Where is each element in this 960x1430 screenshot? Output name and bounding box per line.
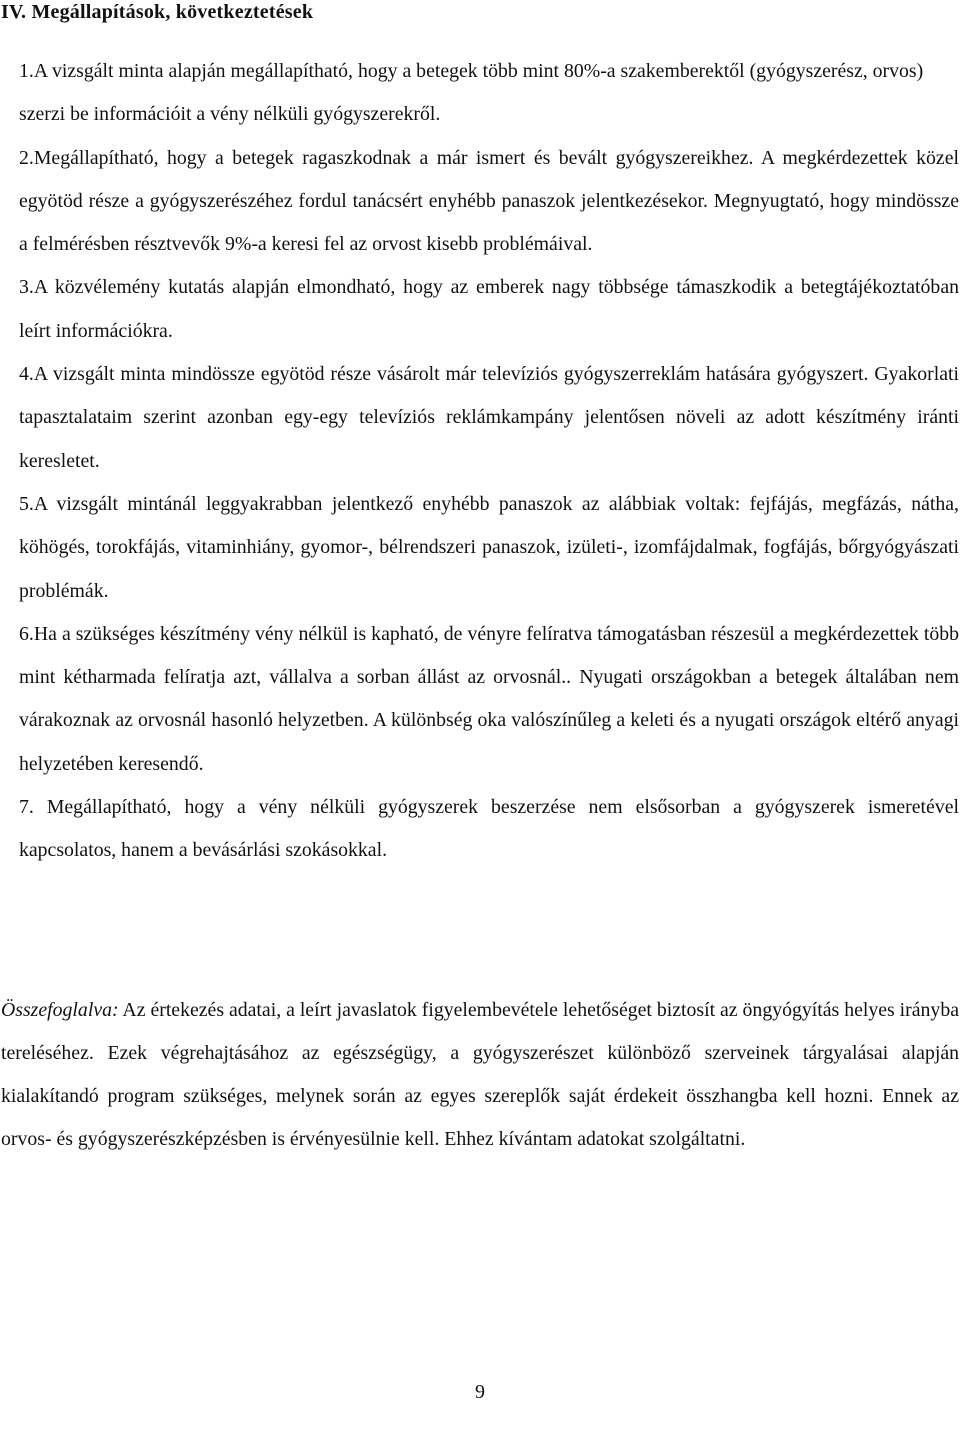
conclusion-number: 2.: [19, 146, 34, 169]
conclusion-number: 6.: [19, 622, 34, 645]
conclusion-text: Megállapítható, hogy a betegek ragaszkodnak a már ismert és bevált gyógyszereikhez. A megkérdezettek közel egyötöd része a gyógyszerészéhez fordul tanácsért enyhébb panaszok jelentkezésekor. Megnyugtató, hogy mindössze a felmérésben résztvevők 9%-a keresi fel az orvost kisebb problémáival.: [19, 146, 959, 256]
conclusion-item: [19, 353, 959, 483]
summary-text: Az értekezés adatai, a leírt javaslatok figyelembevétele lehetőséget biztosít az öngyógyítás helyes irányba tereléséhez. Ezek végrehajtásához az egészségügy, a gyógyszerészet különböző szerveinek tárgyalásai alapján kialakítandó program szükséges, melynek során az egyes szereplők saját érdekeit összhangba kell hozni. Ennek az orvos- és gyógyszerészképzésben is érvényesülnie kell. Ehhez kívántam adatokat szolgáltatni.: [1, 999, 959, 1150]
conclusion-text: Megállapítható, hogy a vény nélküli gyógyszerek beszerzése nem elsősorban a gyógyszerek ismeretével kapcsolatos, hanem a bevásárlási szokásokkal.: [19, 796, 959, 862]
conclusion-item: [19, 137, 959, 267]
conclusion-text: A vizsgált mintánál leggyakrabban jelentkező enyhébb panaszok az alábbiak voltak: fejfájás, megfázás, nátha, köhögés, torokfájás, vitaminhiány, gyomor-, bélrendszeri panaszok, izületi-, izomfájdalmak, fogfájás, bőrgyógyászati problémák.: [19, 492, 959, 602]
conclusion-number: 7.: [19, 796, 47, 819]
conclusion-item: [19, 266, 959, 353]
conclusion-number: 5.: [19, 492, 34, 515]
conclusions-list: [19, 50, 959, 873]
conclusion-item: [19, 786, 959, 873]
conclusion-text: A vizsgált minta alapján megállapítható, hogy a betegek több mint 80%-a szakemberektől (gyógyszerész, orvos) szerzi be információit a vény nélküli gyógyszerekről.: [19, 60, 924, 126]
summary-paragraph: [1, 989, 959, 1161]
conclusion-number: 4.: [19, 363, 34, 386]
page-number: 9: [475, 1381, 485, 1403]
conclusion-item: [19, 613, 959, 786]
conclusion-item: [19, 483, 959, 613]
conclusion-item: [19, 50, 959, 137]
conclusion-text: A közvélemény kutatás alapján elmondható, hogy az emberek nagy többsége támaszkodik a betegtájékoztatóban leírt információkra.: [19, 276, 959, 342]
conclusion-number: 1.: [19, 60, 34, 82]
conclusion-number: 3.: [19, 276, 34, 299]
summary-label: Összefoglalva:: [1, 999, 119, 1021]
section-heading: IV. Megállapítások, következtetések: [1, 1, 314, 23]
conclusion-text: A vizsgált minta mindössze egyötöd része vásárolt már televíziós gyógyszerreklám hatására gyógyszert. Gyakorlati tapasztalataim szerint azonban egy-egy televíziós reklámkampány jelentősen növeli az adott készítmény iránti keresletet.: [19, 363, 959, 472]
conclusion-text: Ha a szükséges készítmény vény nélkül is kapható, de vényre felíratva támogatásban részesül a megkérdezettek több mint kétharmada felíratja azt, vállalva a sorban állást az orvosnál.. Nyugati országokban a betegek általában nem várakoznak az orvosnál hasonló helyzetben. A különbség oka valószínűleg a keleti és a nyugati országok eltérő anyagi helyzetében keresendő.: [19, 622, 959, 775]
